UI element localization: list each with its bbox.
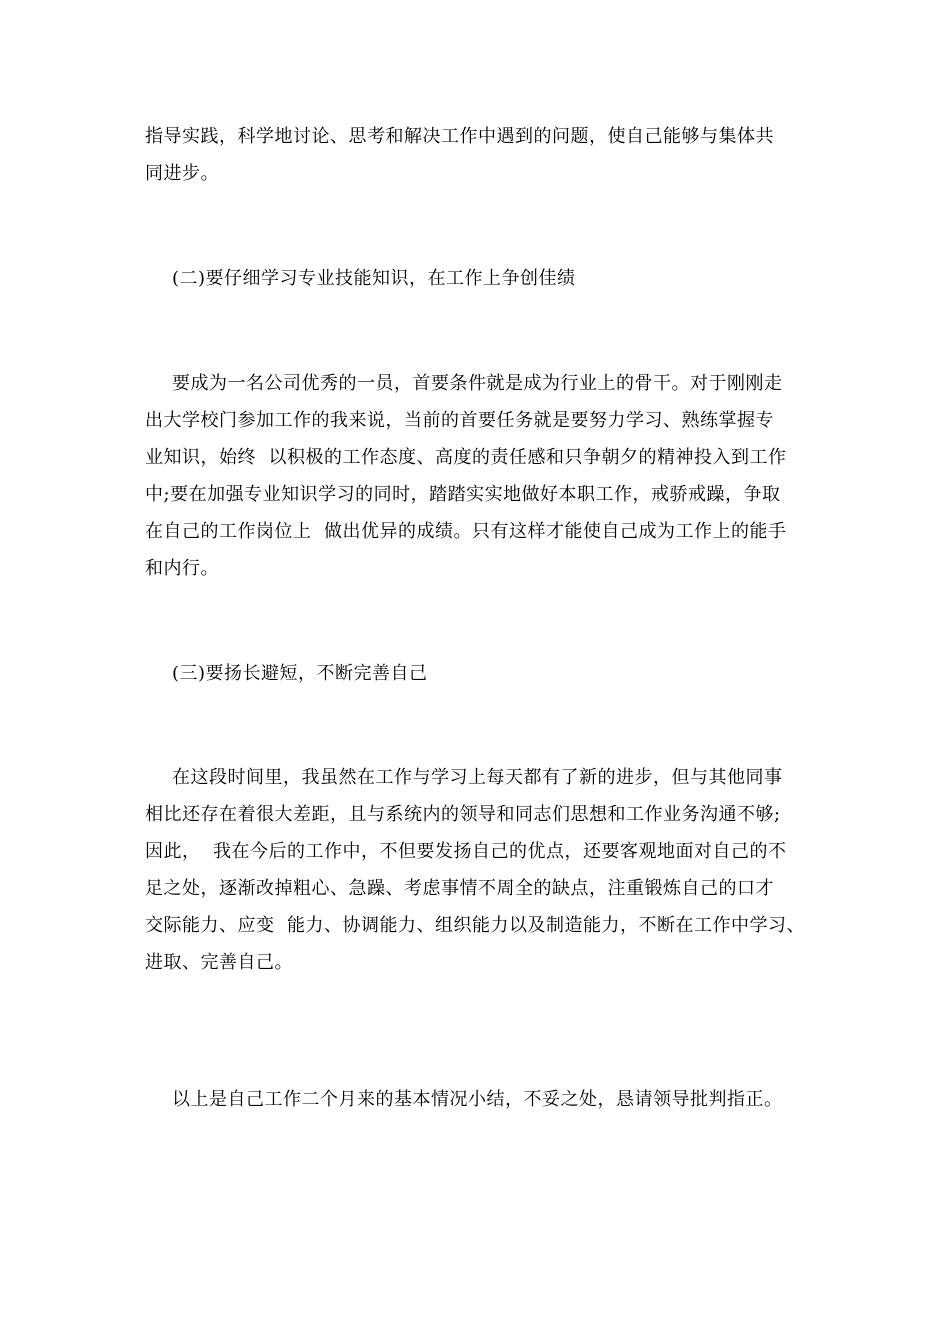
paragraph-2-line-2: 出大学校门参加工作的我来说，当前的首要任务就是要努力学习、熟练掌握专 — [145, 410, 774, 431]
paragraph-2-line-3: 业知识，始终 以积极的工作态度、高度的责任感和只争朝夕的精神投入到工作 — [145, 447, 787, 468]
paragraph-3-line-2: 相比还存在着很大差距，且与系统内的领导和同志们思想和工作业务沟通不够; — [145, 804, 781, 825]
paragraph-3-line-6: 进取、完善自己。 — [145, 952, 293, 973]
paragraph-2-line-4: 中;要在加强专业知识学习的同时，踏踏实实地做好本职工作，戒骄戒躁，争取 — [145, 484, 781, 505]
paragraph-2-line-1: 要成为一名公司优秀的一员，首要条件就是成为行业上的骨干。对于刚刚走 — [172, 373, 783, 394]
paragraph-3-line-3: 因此， 我在今后的工作中，不但要发扬自己的优点，还要客观地面对自己的不 — [145, 841, 787, 862]
closing-paragraph: 以上是自己工作二个月来的基本情况小结，不妥之处，恳请领导批判指正。 — [172, 1089, 783, 1110]
paragraph-3-line-1: 在这段时间里，我虽然在工作与学习上每天都有了新的进步，但与其他同事 — [172, 767, 783, 788]
section-heading-3: (三)要扬长避短，不断完善自己 — [172, 663, 428, 684]
paragraph-1-line-1: 指导实践，科学地讨论、思考和解决工作中遇到的问题，使自己能够与集体共 — [145, 126, 774, 147]
paragraph-3-line-4: 足之处，逐渐改掉粗心、急躁、考虑事情不周全的缺点，注重锻炼自己的口才 — [145, 878, 774, 899]
paragraph-1-line-2: 同进步。 — [145, 163, 219, 184]
paragraph-2-line-5: 在自己的工作岗位上 做出优异的成绩。只有这样才能使自己成为工作上的能手 — [145, 521, 787, 542]
paragraph-2-line-6: 和内行。 — [145, 558, 219, 579]
section-heading-2: (二)要仔细学习专业技能知识，在工作上争创佳绩 — [172, 268, 576, 289]
paragraph-3-line-5: 交际能力、应变 能力、协调能力、组织能力以及制造能力，不断在工作中学习、 — [145, 915, 805, 936]
